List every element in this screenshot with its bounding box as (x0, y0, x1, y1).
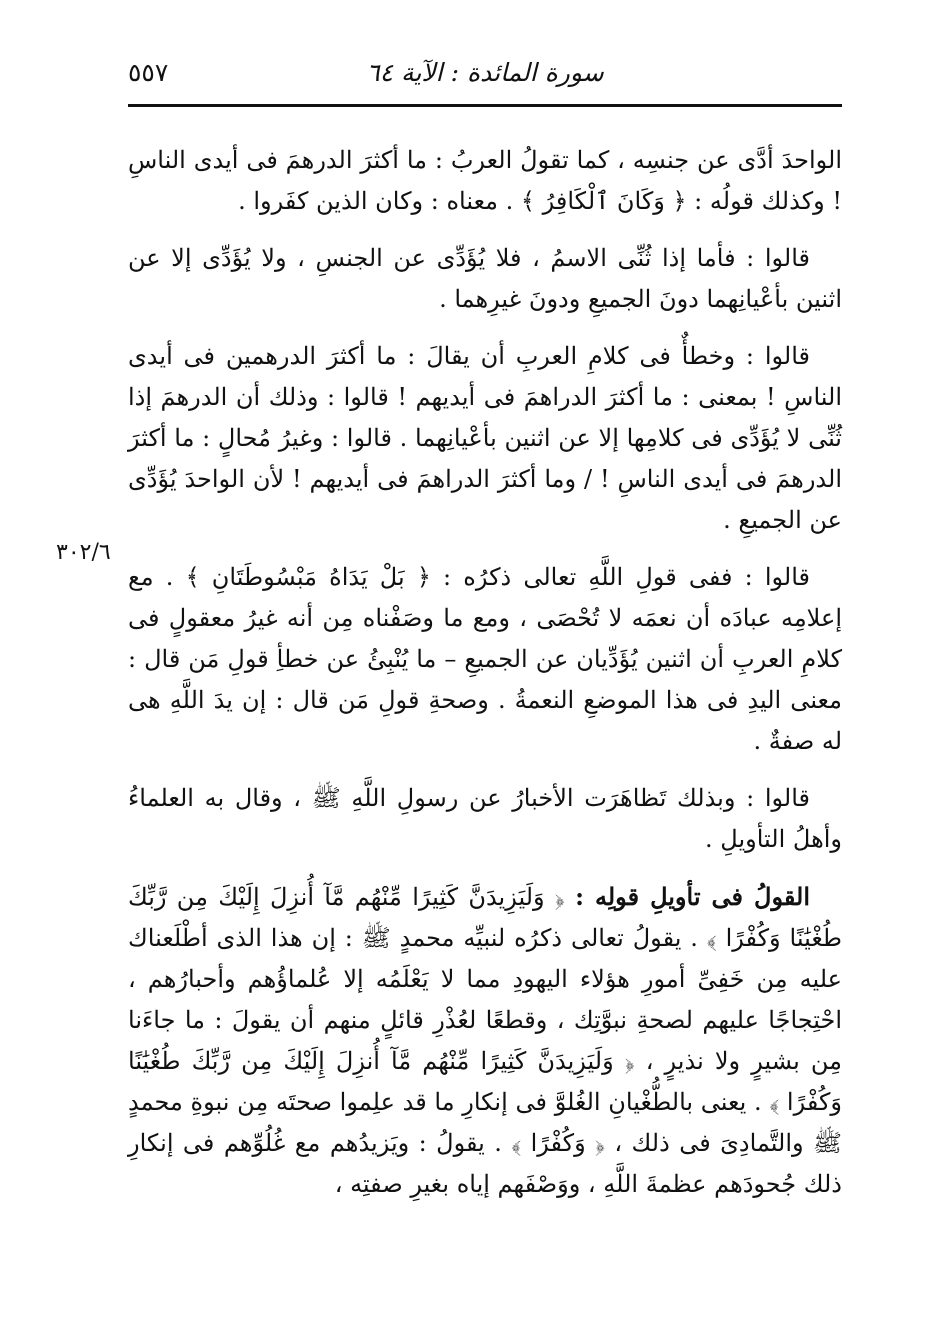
paragraph-6 (128, 876, 842, 1205)
paragraph-3: قالوا : وخطأٌ فى كلامِ العربِ أن يقالَ : ما أكثرَ الدرهمين فى أيدى الناسِ ! بمعنى : ما أكثرَ الدراهمَ فى أيديهم ! قالوا : وذلك أن الدرهمَ إذا ثُنِّى لا يُؤَدِّى فى كلامِها إلا عن اثنين بأعْيانِهما . قالوا : وغيرُ مُحالٍ : ما أكثرَ الدرهمَ فى أيدى الناسِ ! / وما أكثرَ الدراهمَ فى أيديهم ! لأن الواحدَ يُؤَدِّى عن الجميعِ . (128, 342, 842, 534)
margin-reference: ٣٠٢/٦ (56, 540, 111, 565)
paragraph-5: قالوا : وبذلك تَظاهَرَت الأخبارُ عن رسولِ اللَّهِ ﷺ ، وقال به العلماءُ وأهلُ التأويلِ . (128, 784, 842, 853)
page-number: ٥٥٧ (128, 58, 169, 87)
running-header (128, 52, 842, 98)
section-text: ﴿ وَلَيَزِيدَنَّ كَثِيرًا مِّنْهُم مَّآ أُنزِلَ إِلَيْكَ مِن رَّبِّكَ طُغْيَٰنًا وَكُفْرًا ﴾ . يقولُ تعالى ذكرُه لنبيِّه محمدٍ ﷺ : إن هذا الذى أطْلَعناك عليه مِن خَفِىِّ أمورِ هؤلاء اليهودِ مما لا يَعْلَمُه إلا عُلماؤُهم وأحبارُهم ، احْتِجاجًا عليهم لصحةِ نبوَّتِك ، وقطعًا لعُذْرِ قائلٍ منهم أن يقولَ : ما جاءَنا مِن بشيرٍ ولا نذيرٍ ، ﴿ وَلَيَزِيدَنَّ كَثِيرًا مِّنْهُم مَّآ أُنزِلَ إِلَيْكَ مِن رَّبِّكَ طُغْيَٰنًا وَكُفْرًا ﴾ . يعنى بالطُّغْيانِ الغُلوَّ فى إنكارِ ما قد علِموا صحتَه مِن نبوةِ محمدٍ ﷺ والتَّمادِىَ فى ذلك ، ﴿ وَكُفْرًا ﴾ . يقولُ : ويَزيدُهم مع غُلُوِّهم فى إنكارِ ذلك جُحودَهم عظمةَ اللَّهِ ، ووَصْفَهم إياه بغيرِ صفتِه ، (128, 883, 842, 1198)
paragraph-2: قالوا : فأما إذا ثُنِّى الاسمُ ، فلا يُؤَدِّى عن الجنسِ ، ولا يُؤَدِّى إلا عن اثنين بأعْيانِهما دونَ الجميعِ ودونَ غيرِهما . (128, 244, 842, 313)
paragraph-1: الواحدَ أدَّى عن جنسِه ، كما تقولُ العربُ : ما أكثرَ الدرهمَ فى أيدى الناسِ ! وكذلك قولُه : ﴿ وَكَانَ ٱلْكَافِرُ ﴾ . معناه : وكان الذين كفَروا . (128, 146, 842, 215)
main-text (128, 140, 842, 1221)
paragraph-4: قالوا : ففى قولِ اللَّهِ تعالى ذكرُه : ﴿ بَلْ يَدَاهُ مَبْسُوطَتَانِ ﴾ . مع إعلامِه عبادَه أن نعمَه لا تُحْصَى ، ومع ما وصَفْناه مِن أنه غيرُ معقولٍ فى كلامِ العربِ أن اثنين يُؤَدِّيان عن الجميعِ – ما يُنْبِئُ عن خطأِ قولِ مَن قال : معنى اليدِ فى هذا الموضعِ النعمةُ . وصحةِ قولِ مَن قال : إن يدَ اللَّهِ هى له صفةٌ . (128, 563, 842, 755)
surah-title: سورة المائدة : الآية ٦٤ (366, 58, 604, 87)
section-heading: القولُ فى تأويلِ قولِه : (575, 882, 811, 911)
header-divider (128, 104, 842, 107)
